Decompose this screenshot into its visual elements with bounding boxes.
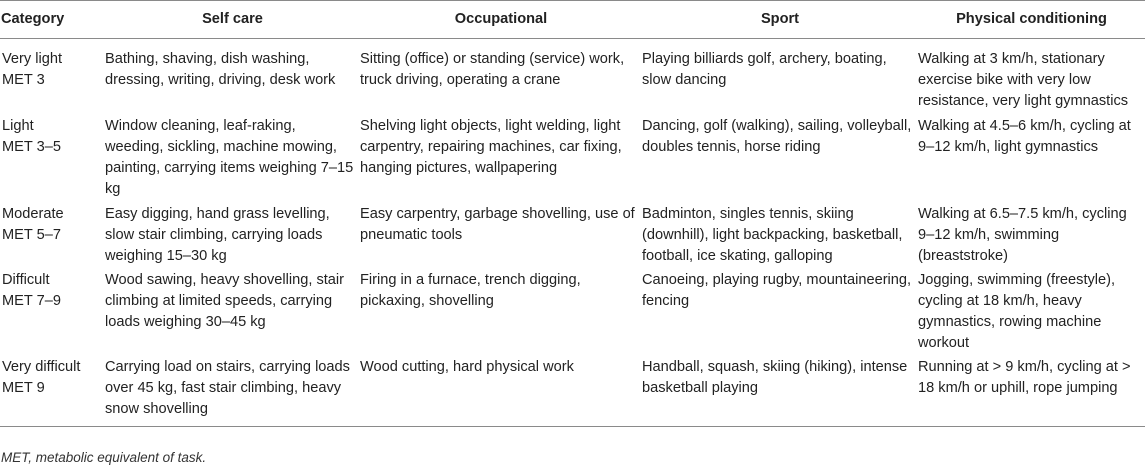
header-sport: Sport <box>642 1 918 39</box>
sport-cell: Badminton, singles tennis, skiing (downhill), light backpacking, basketball, football, ice skating, galloping <box>642 206 903 264</box>
category-cell <box>0 200 105 267</box>
header-occupational: Occupational <box>360 1 642 39</box>
table-row <box>0 267 1145 354</box>
category-name: Very light <box>2 51 63 67</box>
occupational-cell: Wood cutting, hard physical work <box>360 354 642 427</box>
physical-conditioning-cell: Jogging, swimming (freestyle), cycling at 18 km/h, heavy gymnastics, rowing machine workout <box>918 272 1116 351</box>
header-row <box>0 1 1145 39</box>
table-body <box>0 39 1145 427</box>
header-physical-conditioning: Physical conditioning <box>918 1 1145 39</box>
occupational-cell: Easy carpentry, garbage shovelling, use of pneumatic tools <box>360 206 635 243</box>
category-name: Moderate <box>2 206 64 222</box>
category-met: MET 9 <box>2 380 45 396</box>
physical-conditioning-cell: Running at > 9 km/h, cycling at > 18 km/h or uphill, rope jumping <box>918 354 1145 427</box>
sport-cell: Handball, squash, skiing (hiking), intense basketball playing <box>642 354 918 427</box>
table-row <box>0 112 1145 200</box>
self-care-cell: Wood sawing, heavy shovelling, stair climbing at limited speeds, carrying loads weighing 30–45 kg <box>105 272 345 330</box>
category-met: MET 3 <box>2 72 45 88</box>
sport-cell: Canoeing, playing rugby, mountaineering, fencing <box>642 272 912 309</box>
occupational-cell: Shelving light objects, light welding, light carpentry, repairing machines, car fixing, hanging pictures, wallpapering <box>360 118 622 176</box>
table-row <box>0 354 1145 427</box>
self-care-cell: Easy digging, hand grass levelling, slow stair climbing, carrying loads weighing 15–30 kg <box>105 206 330 264</box>
category-cell <box>0 354 105 427</box>
physical-conditioning-cell: Walking at 6.5–7.5 km/h, cycling 9–12 km/h, swimming (breaststroke) <box>918 206 1127 264</box>
self-care-cell: Bathing, shaving, dish washing, dressing, writing, driving, desk work <box>105 51 336 88</box>
self-care-cell: Window cleaning, leaf-raking, weeding, sickling, machine mowing, painting, carrying items weighing 7–15 kg <box>105 118 354 197</box>
physical-conditioning-cell: Walking at 4.5–6 km/h, cycling at 9–12 km/h, light gymnastics <box>918 118 1131 155</box>
category-met: MET 7–9 <box>2 293 61 309</box>
self-care-cell: Carrying load on stairs, carrying loads over 45 kg, fast stair climbing, heavy snow shovelling <box>105 354 360 427</box>
table-footnote: MET, metabolic equivalent of task. <box>1 450 207 465</box>
category-name: Light <box>2 118 34 134</box>
category-name: Very difficult <box>2 359 81 375</box>
sport-cell: Playing billiards golf, archery, boating, slow dancing <box>642 51 887 88</box>
table-row <box>0 39 1145 113</box>
header-category: Category <box>0 1 105 39</box>
category-cell <box>0 112 105 200</box>
table-header <box>0 1 1145 39</box>
category-met: MET 3–5 <box>2 139 61 155</box>
sport-cell: Dancing, golf (walking), sailing, volleyball, doubles tennis, horse riding <box>642 118 912 155</box>
category-cell <box>0 39 105 113</box>
occupational-cell: Firing in a furnace, trench digging, pickaxing, shovelling <box>360 272 581 309</box>
category-name: Difficult <box>2 272 50 288</box>
table-row <box>0 200 1145 267</box>
header-self-care: Self care <box>105 1 360 39</box>
physical-conditioning-cell: Walking at 3 km/h, stationary exercise bike with very low resistance, very light gymnastics <box>918 51 1129 109</box>
occupational-cell: Sitting (office) or standing (service) work, truck driving, operating a crane <box>360 51 625 88</box>
category-cell <box>0 267 105 354</box>
category-met: MET 5–7 <box>2 227 61 243</box>
